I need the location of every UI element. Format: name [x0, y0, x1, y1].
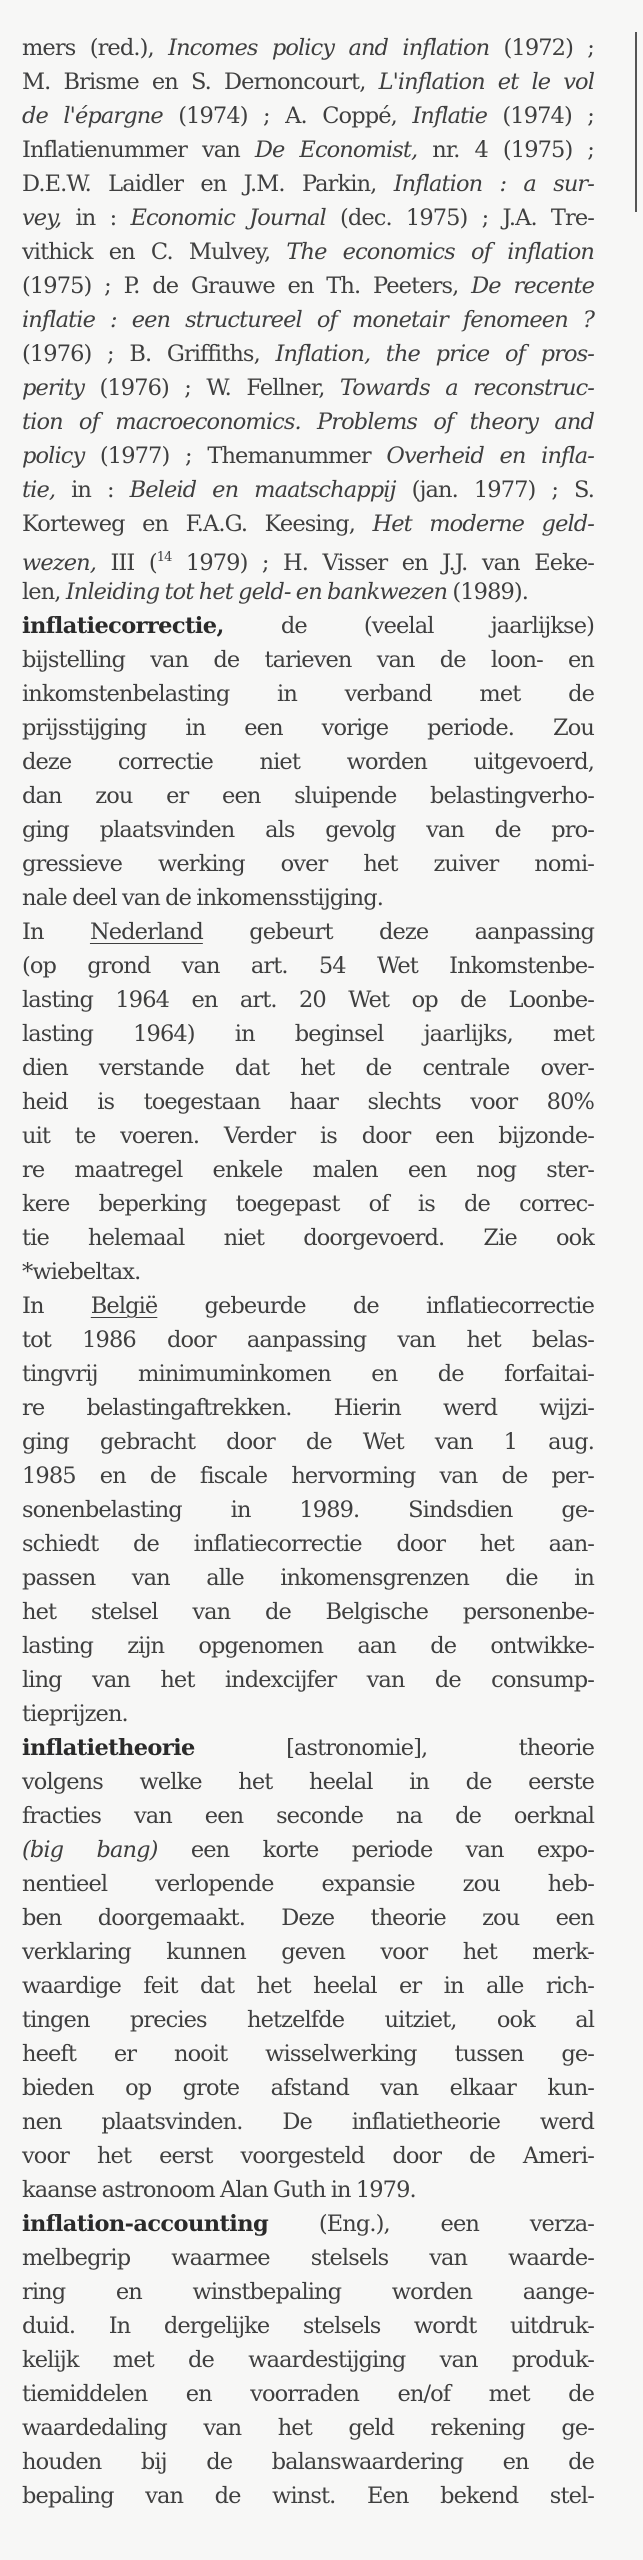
text-run: (Eng.), een verza-: [268, 2211, 594, 2237]
text-run: gebeurt deze aanpassing: [202, 919, 594, 945]
text-line: [22, 269, 594, 303]
italic-title: Overheid en infla-: [386, 443, 594, 469]
text-run: In: [22, 1293, 91, 1319]
text-run: tingvrij minimuminkomen en de forfaitai-: [22, 1361, 594, 1387]
text-run: bijstelling van de tarieven van de loon- en: [22, 647, 594, 673]
text-line: [22, 2003, 594, 2037]
italic-title: L'inflation et le vol: [378, 69, 594, 95]
text-run: dan zou er een sluipende belastingverho-: [22, 783, 594, 809]
margin-rule: [635, 32, 637, 212]
italic-title: tie,: [22, 477, 56, 503]
text-line: [22, 405, 594, 439]
text-line: [22, 2343, 594, 2377]
text-line: [22, 473, 594, 507]
text-line: [22, 1527, 594, 1561]
text-line: [22, 371, 594, 405]
italic-title: De recente: [471, 273, 595, 299]
text-run: heeft er nooit wisselwerking tussen ge-: [22, 2041, 594, 2067]
text-line: [22, 1833, 594, 1867]
text-run: nale deel van de inkomensstijging.: [22, 885, 383, 911]
text-line: [22, 541, 594, 575]
text-line: [22, 337, 594, 371]
text-line: [22, 1323, 594, 1357]
text-run: verklaring kunnen geven voor het merk-: [22, 1939, 594, 1965]
italic-title: Incomes policy and inflation: [168, 35, 490, 61]
italic-title: Inflatie: [412, 103, 487, 129]
italic-title: Economic Journal: [130, 205, 326, 231]
text-run: bepaling van de winst. Een bekend stel-: [22, 2483, 594, 2509]
text-run: re belastingaftrekken. Hierin werd wijzi-: [22, 1395, 594, 1421]
text-run: (1974) ; A. Coppé,: [162, 103, 413, 129]
text-run: len,: [22, 579, 66, 605]
text-line: [22, 1697, 594, 1731]
text-line: [22, 235, 594, 269]
text-run: (1989).: [447, 579, 529, 605]
text-run: III (: [96, 550, 157, 576]
italic-title: Het moderne geld-: [372, 511, 594, 537]
text-run: (dec. 1975) ; J.A. Tre-: [325, 205, 594, 231]
text-line: [22, 1867, 594, 1901]
text-run: ben doorgemaakt. Deze theorie zou een: [22, 1905, 594, 1931]
text-run: deze correctie niet worden uitgevoerd,: [22, 749, 594, 775]
text-run: de (veelal jaarlijkse): [223, 613, 594, 639]
text-run: re maatregel enkele malen een nog ster-: [22, 1157, 594, 1183]
text-line: [22, 1969, 594, 2003]
text-line: [22, 745, 594, 779]
text-line: [22, 2275, 594, 2309]
text-run: een korte periode van expo-: [157, 1837, 594, 1863]
text-run: ling van het indexcijfer van de consump-: [22, 1667, 594, 1693]
text-line: [22, 1153, 594, 1187]
entry-headword: inflatiecorrectie,: [22, 613, 224, 639]
text-run: bieden op grote afstand van elkaar kun-: [22, 2075, 594, 2101]
text-run: voor het eerst voorgesteld door de Ameri-: [22, 2143, 594, 2169]
text-line: [22, 2411, 594, 2445]
text-run: D.E.W. Laidler en J.M. Parkin,: [22, 171, 394, 197]
text-run: M. Brisme en S. Dernoncourt,: [22, 69, 379, 95]
text-run: (1976) ; W. Fellner,: [84, 375, 340, 401]
text-run: lasting 1964) in beginsel jaarlijks, met: [22, 1021, 594, 1047]
entry-headword: inflation-accounting: [22, 2211, 269, 2237]
text-run: 1979) ; H. Visser en J.J. van Eeke-: [171, 550, 594, 576]
text-line: [22, 677, 594, 711]
text-line: [22, 1391, 594, 1425]
text-run: volgens welke het heelal in de eerste: [22, 1769, 594, 1795]
text-run: tie helemaal niet doorgevoerd. Zie ook: [22, 1225, 594, 1251]
entry-headword: inflatietheorie: [22, 1735, 195, 1761]
italic-title: policy: [22, 443, 85, 469]
text-run: mers (red.),: [22, 35, 169, 61]
italic-title: inflatie : een structureel of monetair fenomeen ?: [22, 307, 594, 333]
text-run: (1977) ; Themanummer: [84, 443, 387, 469]
text-line: [22, 1629, 594, 1663]
text-line: [22, 1731, 594, 1765]
text-run: waardedaling van het geld rekening ge-: [22, 2415, 594, 2441]
text-line: [22, 1561, 594, 1595]
text-run: in :: [55, 477, 130, 503]
text-line: [22, 1255, 594, 1289]
text-run: tiemiddelen en voorraden en/of met de: [22, 2381, 594, 2407]
text-line: [22, 2479, 594, 2513]
text-line: [22, 881, 594, 915]
text-line: [22, 915, 594, 949]
text-line: [22, 847, 594, 881]
text-run: kere beperking toegepast of is de correc-: [22, 1191, 594, 1217]
text-run: lasting 1964 en art. 20 Wet op de Loonbe-: [22, 987, 594, 1013]
italic-title: De Economist,: [254, 137, 418, 163]
text-run: dien verstande dat het de centrale over-: [22, 1055, 594, 1081]
text-run: heid is toegestaan haar slechts voor 80%: [22, 1089, 594, 1115]
italic-title: perity: [22, 375, 85, 401]
country-label: België: [90, 1293, 158, 1319]
text-run: (op grond van art. 54 Wet Inkomstenbe-: [22, 953, 594, 979]
italic-title: vey,: [22, 205, 62, 231]
text-line: [22, 1017, 594, 1051]
text-run: nentieel verlopende expansie zou heb-: [22, 1871, 594, 1897]
text-run: tieprijzen.: [22, 1701, 128, 1727]
text-line: [22, 2139, 594, 2173]
text-run: nen plaatsvinden. De inflatietheorie werd: [22, 2109, 594, 2135]
italic-title: Towards a reconstruc-: [339, 375, 594, 401]
text-line: [22, 439, 594, 473]
dictionary-page: [22, 31, 594, 2513]
text-line: [22, 1119, 594, 1153]
text-run: [astronomie], theorie: [194, 1735, 594, 1761]
text-run: passen van alle inkomensgrenzen die in: [22, 1565, 594, 1591]
text-run: (jan. 1977) ; S.: [395, 477, 595, 503]
text-run: (1972) ;: [489, 35, 594, 61]
text-run: vithick en C. Mulvey,: [22, 239, 287, 265]
italic-title: Beleid en maatschappij: [129, 477, 396, 503]
italic-title: Inflation, the price of pros-: [275, 341, 594, 367]
text-line: [22, 779, 594, 813]
text-run: gebeurde de inflatiecorrectie: [157, 1293, 594, 1319]
text-line: [22, 167, 594, 201]
text-line: [22, 1595, 594, 1629]
text-run: 1985 en de fiscale hervorming van de per-: [22, 1463, 594, 1489]
text-line: [22, 1663, 594, 1697]
text-run: ring en winstbepaling worden aange-: [22, 2279, 594, 2305]
text-line: [22, 1459, 594, 1493]
text-line: [22, 1289, 594, 1323]
text-line: [22, 1425, 594, 1459]
text-run: duid. In dergelijke stelsels wordt uitdruk-: [22, 2313, 594, 2339]
text-run: fracties van een seconde na de oerknal: [22, 1803, 594, 1829]
text-line: [22, 1357, 594, 1391]
superscript: 14: [156, 550, 172, 565]
text-run: ging plaatsvinden als gevolg van de pro-: [22, 817, 594, 843]
country-label: Nederland: [89, 919, 203, 945]
text-run: schiedt de inflatiecorrectie door het aan-: [22, 1531, 594, 1557]
text-run: (1974) ;: [486, 103, 594, 129]
text-line: [22, 2207, 594, 2241]
text-run: nr. 4 (1975) ;: [417, 137, 594, 163]
text-line: [22, 201, 594, 235]
text-line: [22, 711, 594, 745]
text-line: [22, 2377, 594, 2411]
text-line: [22, 1187, 594, 1221]
text-line: [22, 2241, 594, 2275]
text-line: [22, 133, 594, 167]
text-line: [22, 2445, 594, 2479]
text-line: [22, 609, 594, 643]
text-line: [22, 1799, 594, 1833]
text-line: [22, 983, 594, 1017]
text-run: uit te voeren. Verder is door een bijzonde-: [22, 1123, 594, 1149]
text-run: melbegrip waarmee stelsels van waarde-: [22, 2245, 594, 2271]
text-line: [22, 1493, 594, 1527]
text-run: kaanse astronoom Alan Guth in 1979.: [22, 2177, 416, 2203]
text-run: tot 1986 door aanpassing van het belas-: [22, 1327, 594, 1353]
italic-title: The economics of inflation: [286, 239, 594, 265]
text-line: [22, 303, 594, 337]
text-line: [22, 1765, 594, 1799]
text-line: [22, 1901, 594, 1935]
text-line: [22, 507, 594, 541]
text-line: [22, 1085, 594, 1119]
text-line: [22, 2105, 594, 2139]
text-run: kelijk met de waardestijging van produk-: [22, 2347, 594, 2373]
text-line: [22, 949, 594, 983]
text-run: Inflatienummer van: [22, 137, 255, 163]
text-run: ging gebracht door de Wet van 1 aug.: [22, 1429, 594, 1455]
text-run: Korteweg en F.A.G. Keesing,: [22, 511, 373, 537]
text-run: waardige feit dat het heelal er in alle rich-: [22, 1973, 594, 1999]
text-run: in :: [61, 205, 131, 231]
text-run: *wiebeltax.: [22, 1259, 141, 1285]
text-run: gressieve werking over het zuiver nomi-: [22, 851, 594, 877]
text-run: (1976) ; B. Griffiths,: [22, 341, 276, 367]
text-run: sonenbelasting in 1989. Sindsdien ge-: [22, 1497, 594, 1523]
text-line: [22, 813, 594, 847]
text-line: [22, 575, 594, 609]
italic-title: tion of macroeconomics. Problems of theory and: [22, 409, 594, 435]
italic-title: Inflation : a sur-: [393, 171, 594, 197]
text-run: (1975) ; P. de Grauwe en Th. Peeters,: [22, 273, 472, 299]
text-run: prijsstijging in een vorige periode. Zou: [22, 715, 594, 741]
text-line: [22, 2071, 594, 2105]
text-run: In: [22, 919, 90, 945]
text-line: [22, 1051, 594, 1085]
text-line: [22, 1221, 594, 1255]
text-line: [22, 99, 594, 133]
italic-title: (big bang): [22, 1837, 158, 1863]
text-line: [22, 65, 594, 99]
text-line: [22, 2309, 594, 2343]
italic-title: de l'épargne: [22, 103, 163, 129]
text-run: lasting zijn opgenomen aan de ontwikke-: [22, 1633, 594, 1659]
italic-title: wezen,: [22, 550, 96, 576]
text-line: [22, 1935, 594, 1969]
text-run: houden bij de balanswaardering en de: [22, 2449, 594, 2475]
text-run: tingen precies hetzelfde uitziet, ook al: [22, 2007, 594, 2033]
text-run: het stelsel van de Belgische personenbe-: [22, 1599, 594, 1625]
italic-title: Inleiding tot het geld- en bankwezen: [65, 579, 448, 605]
text-line: [22, 2173, 594, 2207]
text-line: [22, 643, 594, 677]
text-line: [22, 31, 594, 65]
text-run: inkomstenbelasting in verband met de: [22, 681, 594, 707]
text-line: [22, 2037, 594, 2071]
